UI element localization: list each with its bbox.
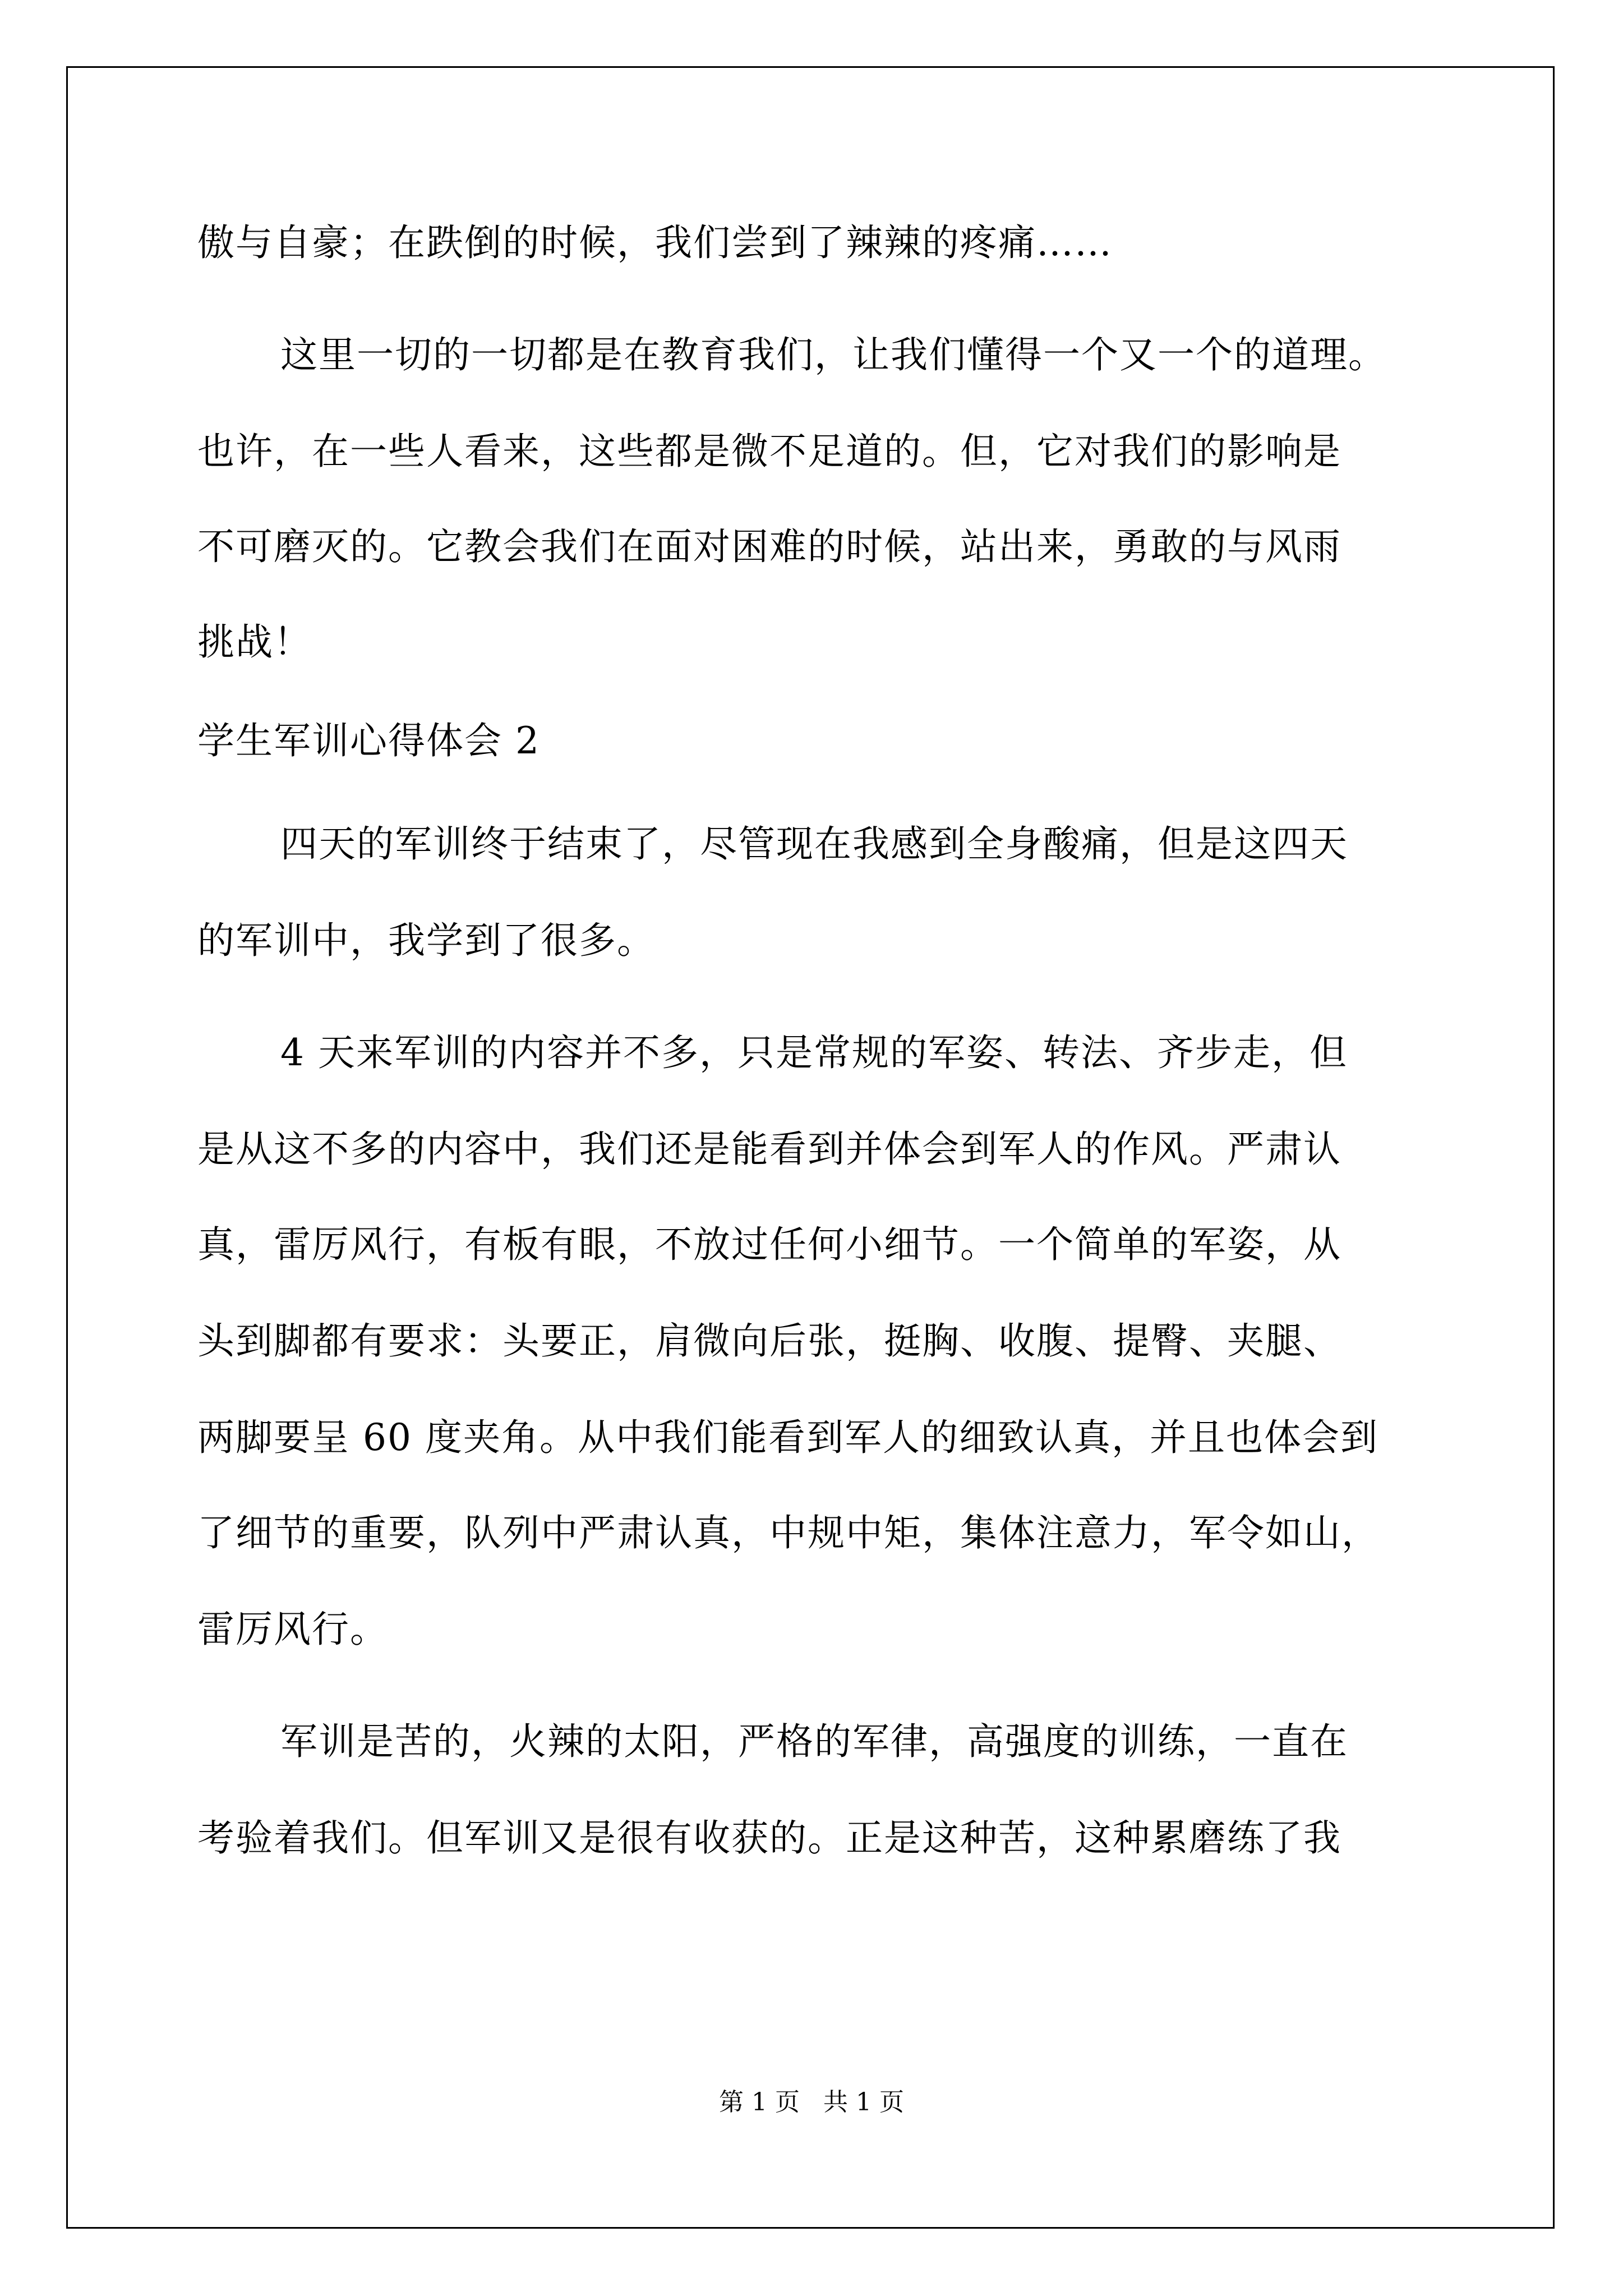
text-line: 两脚要呈 60 度夹角。从中我们能看到军人的细致认真，并且也体会到 bbox=[197, 1416, 1378, 1459]
text-line: 头到脚都有要求：头要正，肩微向后张，挺胸、收腹、提臀、夹腿、 bbox=[197, 1319, 1341, 1363]
text-line: 雷厉风行。 bbox=[197, 1608, 388, 1651]
text-line: 4 天来军训的内容并不多，只是常规的军姿、转法、齐步走，但 bbox=[280, 1031, 1348, 1074]
text-line: 考验着我们。但军训又是很有收获的。正是这种苦，这种累磨练了我 bbox=[197, 1816, 1341, 1860]
text-line: 的军训中，我学到了很多。 bbox=[197, 919, 655, 962]
text-line: 真，雷厉风行，有板有眼，不放过任何小细节。一个简单的军姿，从 bbox=[197, 1223, 1341, 1266]
section-heading: 学生军训心得体会 2 bbox=[197, 719, 540, 762]
text-line: 也许，在一些人看来，这些都是微不足道的。但，它对我们的影响是 bbox=[197, 430, 1341, 473]
text-line: 傲与自豪；在跌倒的时候，我们尝到了辣辣的疼痛…… bbox=[197, 221, 1113, 264]
text-line: 是从这不多的内容中，我们还是能看到并体会到军人的作风。严肃认 bbox=[197, 1128, 1341, 1171]
text-line: 这里一切的一切都是在教育我们，让我们懂得一个又一个的道理。 bbox=[280, 333, 1386, 376]
text-line: 不可磨灭的。它教会我们在面对困难的时候，站出来，勇敢的与风雨 bbox=[197, 525, 1341, 568]
text-line: 军训是苦的，火辣的太阳，严格的军律，高强度的训练，一直在 bbox=[280, 1720, 1348, 1763]
text-line: 了细节的重要，队列中严肃认真，中规中矩，集体注意力，军令如山， bbox=[197, 1511, 1380, 1554]
text-line: 挑战！ bbox=[197, 620, 312, 664]
text-line: 四天的军训终于结束了，尽管现在我感到全身酸痛，但是这四天 bbox=[280, 822, 1348, 866]
page-number-footer: 第 1 页 共 1 页 bbox=[719, 2088, 904, 2116]
